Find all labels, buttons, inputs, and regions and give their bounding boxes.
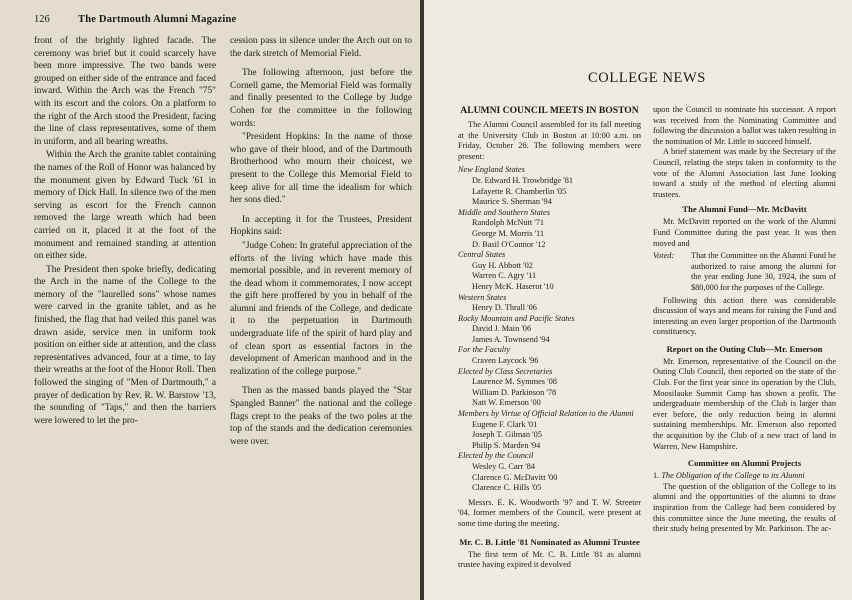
member-name: Henry D. Thrall '06: [472, 303, 537, 313]
member-name: D. Basil O'Connor '12: [472, 239, 546, 249]
voted-text: That the Committee on the Alumni Fund be authorized to raise among the alumni for the year ending June 30, 1924, the sum of $80,000 for the purposes of the College.: [691, 251, 836, 292]
member-name: Wesley G. Carr '84: [472, 462, 536, 471]
paragraph: The question of the obligation of the College to its alumni and the opportunities of the alumni to draw inspiration from the College had been considered by this committee since the June meeting, the results of their study being presented by Mr. Parkinson. The ac-: [653, 481, 836, 534]
paragraph: front of the brightly lighted facade. The ceremony was brief but it could scarcely have been more impressive. The two bands were grouped on either side of the entrance and faced inward. Within the Arch was the French "75" with its escort and the colors. On a platform to the right of the Arch stood the President, facing the line of class representatives, some of them in uniform, and all bearing wreaths.: [34, 36, 216, 147]
member-category: Rocky Mountain and Pacific States: [458, 313, 575, 323]
member-category: Western States: [458, 292, 507, 302]
member-category: New England States: [458, 165, 525, 175]
left-column-1: [34, 35, 216, 448]
member-name: Natt W. Emerson '00: [472, 398, 541, 408]
paragraph: Then as the massed bands played the "Star Spangled Banner" the national and the college flags crept to the peaks of the two poles at the top of the stands and the dedication ceremonies were over.: [230, 386, 412, 447]
paragraph: In accepting it for the Trustees, President Hopkins said:: [230, 214, 412, 238]
quote-paragraph: "Judge Cohen: In grateful appreciation of the efforts of the living which have made this memorial possible, and in reverent memory of the dead whom it commemorates, I now accept the gift here proffered by you in behalf of the alumni and friends of the College, and dedicate it to the perpetuation in Dartmouth undergraduate life of the spirit of hard play and of clean sport as essential factors in the development of American manhood and in the realization of the college purpose.": [230, 240, 412, 377]
member-list: [458, 165, 641, 493]
member-category: Central States: [458, 250, 506, 260]
member-name: Lafayette R. Chamberlin '05: [472, 186, 567, 196]
paragraph: The President then spoke briefly, dedicating the Arch in the name of the College to the memory of the "laurelled sons" whose names were carved in the granite tablet, and as he finished, the flag that had veiled this panel was drawn aside, service men in uniform took position on either side at attention, and the class representatives advanced, four at a time, to lay their wreaths at the foot of the Honor Roll. Then followed the singing of "Men of Dartmouth," a prayer of dedication by Rev. R. W. Barstow '13, the sounding of "Taps," and then the barriers were lowered to let the pro-: [34, 264, 216, 426]
member-name: George M. Morris '11: [472, 228, 545, 238]
left-page: [0, 0, 420, 600]
member-name: Eugene F. Clark '01: [472, 419, 538, 429]
member-category: Members by Virtue of Official Relation to the Alumni: [458, 409, 634, 419]
member-category: For the Faculty: [458, 345, 511, 355]
right-column-1: [458, 105, 641, 571]
item-number: 1.: [653, 471, 660, 481]
member-name: Clarence G. McDavitt '00: [472, 472, 558, 482]
member-name: Henry McK. Haserot '10: [472, 281, 554, 291]
subheading: Committee on Alumni Projects: [687, 458, 802, 469]
member-name: Warren C. Agry '11: [472, 271, 537, 281]
voted-motion: [653, 251, 836, 293]
member-name: Randolph McNutt '71: [472, 218, 545, 228]
member-category: Middle and Southern States: [458, 207, 550, 217]
member-name: Maurice S. Sherman '94: [472, 197, 552, 207]
paragraph: Following this action there was considerable discussion of ways and means for raising the Fund and interesting an even larger proportion of the Dartmouth constituency.: [653, 295, 836, 337]
member-name: Dr. Edward H. Trowbridge '81: [472, 175, 574, 185]
paragraph: upon the Council to nominate his successor. A report was received from the Nominating Committee and following the discussion a ballot was taken resulting in the nomination of Mr. Little to succeed himself.: [653, 105, 836, 146]
article-heading: ALUMNI COUNCIL MEETS IN BOSTON: [460, 105, 639, 116]
right-page: [424, 0, 852, 600]
right-column-2: [653, 105, 836, 571]
voted-label: Voted:: [653, 251, 675, 261]
quote-paragraph: "President Hopkins: In the name of those who gave of their blood, and of the Dartmouth Brotherhood who mourn their choicest, we present to the College this Memorial Field to keep alive for all time the idealism for which her sons died.": [230, 132, 412, 206]
page-number: 126: [34, 14, 50, 25]
subheading: Report on the Outing Club—Mr. Emerson: [666, 343, 823, 354]
paragraph: A brief statement was made by the Secretary of the Council, relating the steps taken in conformity to the vote of the Alumni Association last June looking toward a study of the method of electing alumni trustees.: [653, 147, 836, 199]
subheading: Mr. C. B. Little '81 Nominated as Alumni Trustee: [459, 536, 640, 547]
right-columns: [458, 105, 836, 571]
running-head: [34, 14, 412, 25]
member-name: Philip S. Marden '94: [472, 440, 541, 450]
member-category: Elected by Class Secretaries: [458, 366, 553, 376]
paragraph: Mr. Emerson, representative of the Council on the Outing Club Council, then reported on the state of the Club. For the first year since its operation by the Club, Moosilauke Summit Camp has shown a profit. The undergraduate membership of the Club is larger than ever before, the only reduction being in alumni sustaining memberships. Mr. Emerson also reported the acquisition by the Club of a new tract of land in Warren, New Hampshire.: [653, 356, 836, 451]
member-name: Joseph T. Gilman '05: [472, 430, 542, 440]
paragraph: Messrs. E. K. Woodworth '97 and T. W. Streeter '04, former members of the Council, were present at some time during the meeting.: [458, 497, 641, 528]
numbered-item: [653, 471, 836, 482]
paragraph: Within the Arch the granite tablet containing the names of the Roll of Honor was balanced by the monument given by Edward Tuck '61 in memory of Dick Hall. In silence two of the men serving as escort for the French cannon removed the large wreath which had been carried on it, placed it at the foot of the monument and remained standing at attention on either side.: [34, 150, 216, 262]
member-name: Clarence C. Hills '05: [472, 483, 542, 493]
member-name: David J. Main '06: [472, 324, 532, 334]
item-title: The Obligation of the College to its Alumni: [661, 471, 805, 481]
paragraph: The first term of Mr. C. B. Little '81 as alumni trustee having expired it devolved: [458, 549, 641, 570]
magazine-title: The Dartmouth Alumni Magazine: [78, 14, 237, 25]
paragraph: Mr. McDavitt reported on the work of the Alumni Fund Committee during the past year. It was then moved and: [653, 217, 836, 248]
paragraph: cession pass in silence under the Arch out on to the dark stretch of Memorial Field.: [230, 36, 412, 59]
section-title: COLLEGE NEWS: [588, 70, 706, 86]
member-name: James A. Townsend '94: [472, 334, 550, 344]
intro-paragraph: The Alumni Council assembled for its fall meeting at the University Club in Boston at 10:00 a.m. on Friday, October 26. The following members were present:: [458, 120, 641, 161]
member-name: Laurence M. Symmes '08: [472, 377, 557, 387]
member-name: Guy H. Abbott '02: [472, 260, 533, 270]
left-column-2: [230, 35, 412, 448]
left-columns: [34, 35, 412, 448]
paragraph: The following afternoon, just before the Cornell game, the Memorial Field was formally and finally presented to the College by Judge Cohen for the committee in the following words:: [230, 68, 412, 129]
member-name: William D. Parkinson '78: [472, 387, 557, 397]
member-category: Elected by the Council: [458, 451, 534, 461]
member-name: Craven Laycock '96: [472, 356, 539, 366]
subheading: The Alumni Fund—Mr. McDavitt: [682, 204, 807, 215]
